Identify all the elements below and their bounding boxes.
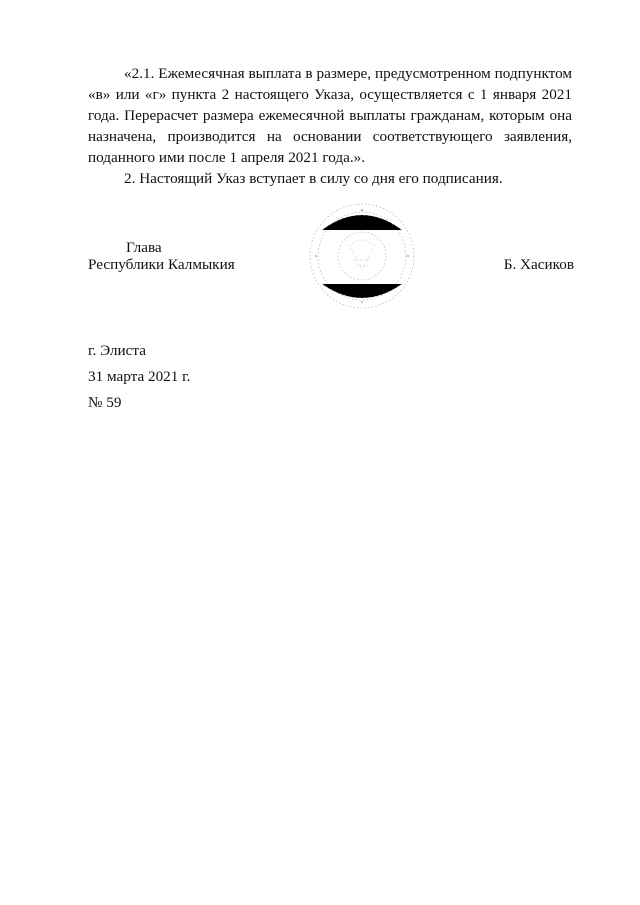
decree-body	[88, 63, 572, 189]
paragraph-2-1	[88, 63, 572, 168]
decree-number: № 59	[88, 394, 122, 411]
paragraph-line: 2. Настоящий Указ вступает в силу со дня его подписания.	[124, 170, 503, 187]
issue-date: 31 марта 2021 г.	[88, 368, 191, 385]
signatory-name: Б. Хасиков	[503, 256, 574, 273]
signature-title-line2: Республики Калмыкия	[88, 256, 235, 273]
paragraph-line: назначена, производится на основании соответствующего заявления,	[88, 128, 572, 145]
paragraph-2	[88, 168, 572, 189]
paragraph-line: «2.1. Ежемесячная выплата в размере, предусмотренном подпунктом	[124, 65, 572, 82]
paragraph-line: поданного ими после 1 апреля 2021 года.».	[88, 149, 366, 166]
paragraph-line: «в» или «г» пункта 2 настоящего Указа, осуществляется с 1 января 2021	[88, 86, 572, 103]
signature-title-line1: Глава	[126, 239, 162, 256]
paragraph-line: года. Перерасчет размера ежемесячной выплаты гражданам, которым она	[88, 107, 572, 124]
official-seal-stamp	[302, 200, 422, 318]
issue-city: г. Элиста	[88, 342, 146, 359]
